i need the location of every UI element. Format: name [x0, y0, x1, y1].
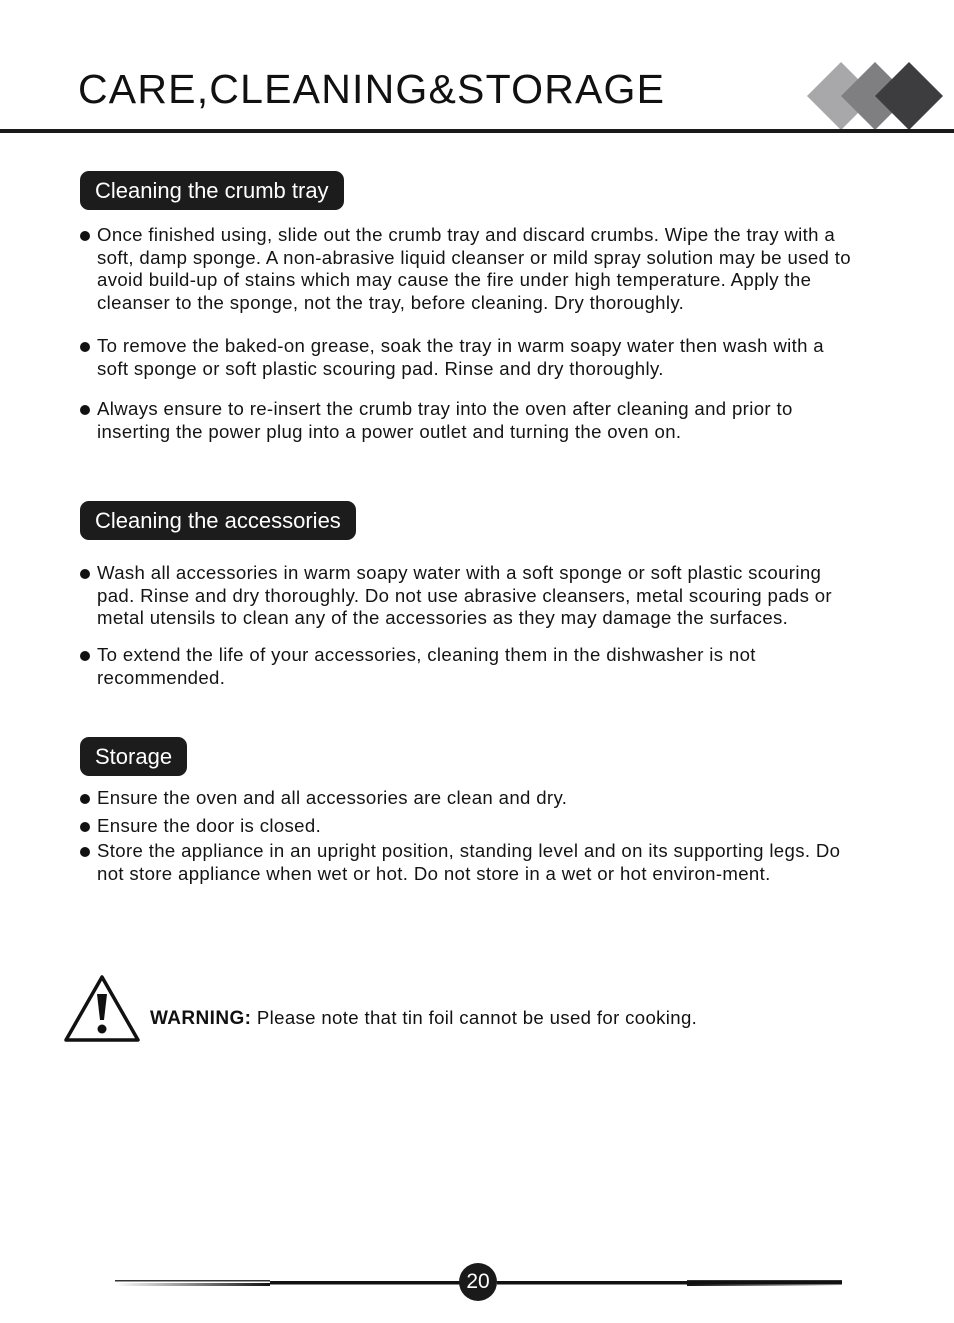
storage-bullet-list — [78, 787, 858, 886]
section-heading-storage: Storage — [80, 737, 187, 776]
bullet-icon — [80, 405, 90, 415]
decorative-diamonds-icon — [806, 60, 946, 132]
bullet-icon — [80, 822, 90, 832]
bullet-icon — [80, 847, 90, 857]
list-item: Once finished using, slide out the crumb tray and discard crumbs. Wipe the tray with a soft, damp sponge. A non-abrasive liquid cleanser or mild spray solution may be used to avoid build-up of stains which may cause the fire under high temperature. Apply the cleanser to the sponge, not the tray, before cleaning. Dry thoroughly. — [78, 224, 858, 315]
warning-triangle-icon — [62, 972, 142, 1046]
page-number: 20 — [459, 1263, 497, 1301]
accessories-bullet-list — [78, 562, 858, 690]
warning-message — [150, 1007, 697, 1030]
page-title: CARE,CLEANING&STORAGE — [78, 66, 666, 112]
bullet-icon — [80, 651, 90, 661]
warning-text: Please note that tin foil cannot be used for cooking. — [256, 1007, 698, 1028]
list-item: Ensure the door is closed. — [78, 815, 858, 838]
list-item: Ensure the oven and all accessories are clean and dry. — [78, 787, 858, 810]
section-heading-accessories: Cleaning the accessories — [80, 501, 356, 540]
list-item: To extend the life of your accessories, cleaning them in the dishwasher is not recommended. — [78, 644, 858, 689]
crumb-tray-bullet-list — [78, 224, 858, 444]
bullet-icon — [80, 342, 90, 352]
title-rule — [0, 129, 954, 133]
bullet-icon — [80, 794, 90, 804]
bullet-icon — [80, 231, 90, 241]
list-item: To remove the baked-on grease, soak the tray in warm soapy water then wash with a soft sponge or soft plastic scouring pad. Rinse and dry thoroughly. — [78, 335, 858, 380]
list-item: Wash all accessories in warm soapy water with a soft sponge or soft plastic scouring pad. Rinse and dry thoroughly. Do not use abrasive cleansers, metal scouring pads or metal utensils to clean any of the accessories as they may damage the surfaces. — [78, 562, 858, 630]
section-heading-crumb-tray: Cleaning the crumb tray — [80, 171, 344, 210]
warning-label: WARNING: — [150, 1008, 252, 1029]
list-item: Always ensure to re-insert the crumb tray into the oven after cleaning and prior to inserting the power plug into a power outlet and turning the oven on. — [78, 398, 858, 443]
bullet-icon — [80, 569, 90, 579]
list-item: Store the appliance in an upright position, standing level and on its supporting legs. Do not store appliance when wet or hot. Do not store in a wet or hot environ-ment. — [78, 840, 858, 885]
